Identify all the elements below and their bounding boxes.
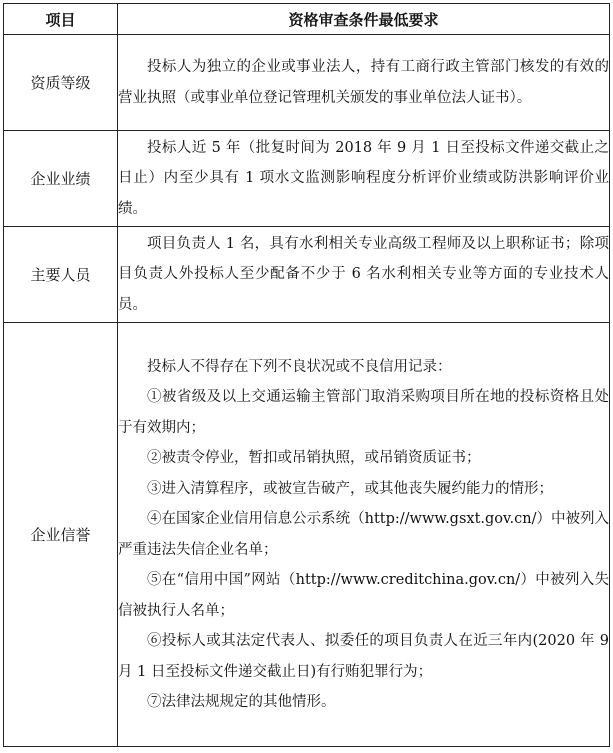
paragraph: ③进入清算程序，或被宣告破产，或其他丧失履约能力的情形； bbox=[147, 480, 553, 497]
row-content bbox=[118, 227, 610, 323]
paragraph: ⑦法律法规规定的其他情形。 bbox=[147, 694, 336, 710]
qualification-table bbox=[3, 3, 610, 747]
row-content bbox=[118, 131, 610, 227]
paragraph: 投标人为独立的企业或事业法人，持有工商行政主管部门核发的有效的营业执照（或事业单位登记管理机关颁发的事业单位法人证书）。 bbox=[118, 59, 609, 106]
row-label: 资质等级 bbox=[4, 35, 118, 131]
header-item: 项目 bbox=[4, 4, 118, 35]
paragraph: 投标人不得存在下列不良状况或不良信用记录： bbox=[147, 358, 452, 375]
row-label: 企业信誉 bbox=[4, 323, 118, 747]
row-label: 主要人员 bbox=[4, 227, 118, 323]
table-row bbox=[4, 35, 610, 131]
paragraph: ⑤在“信用中国”网站（http://www.creditchina.gov.cn/）中被列入失信被执行人名单； bbox=[118, 572, 609, 619]
paragraph: 项目负责人 1 名，具有水利相关专业高级工程师及以上职称证书；除项目负责人外投标人至少配备不少于 6 名水利相关专业等方面的专业技术人员。 bbox=[118, 235, 609, 313]
table-row bbox=[4, 131, 610, 227]
table-row bbox=[4, 227, 610, 323]
row-content bbox=[118, 35, 610, 131]
paragraph: ①被省级及以上交通运输主管部门取消采购项目所在地的投标资格且处于有效期内； bbox=[118, 389, 609, 436]
row-label: 企业业绩 bbox=[4, 131, 118, 227]
paragraph: ②被责令停业，暂扣或吊销执照，或吊销资质证书； bbox=[147, 450, 481, 466]
row-content bbox=[118, 323, 610, 747]
paragraph: 投标人近 5 年（批复时间为 2018 年 9 月 1 日至投标文件递交截止之日止）内至少具有 1 项水文监测影响程度分析评价业绩或防洪影响评价业绩。 bbox=[118, 139, 609, 217]
paragraph: ④在国家企业信用信息公示系统（http://www.gsxt.gov.cn/）中被列入严重违法失信企业名单； bbox=[118, 511, 609, 558]
table-row bbox=[4, 323, 610, 747]
header-requirement: 资格审查条件最低要求 bbox=[118, 4, 610, 35]
paragraph: ⑥投标人或其法定代表人、拟委任的项目负责人在近三年内(2020 年 9 月 1 日至投标文件递交截止日)有行贿犯罪行为； bbox=[118, 633, 609, 680]
table-header-row bbox=[4, 4, 610, 35]
